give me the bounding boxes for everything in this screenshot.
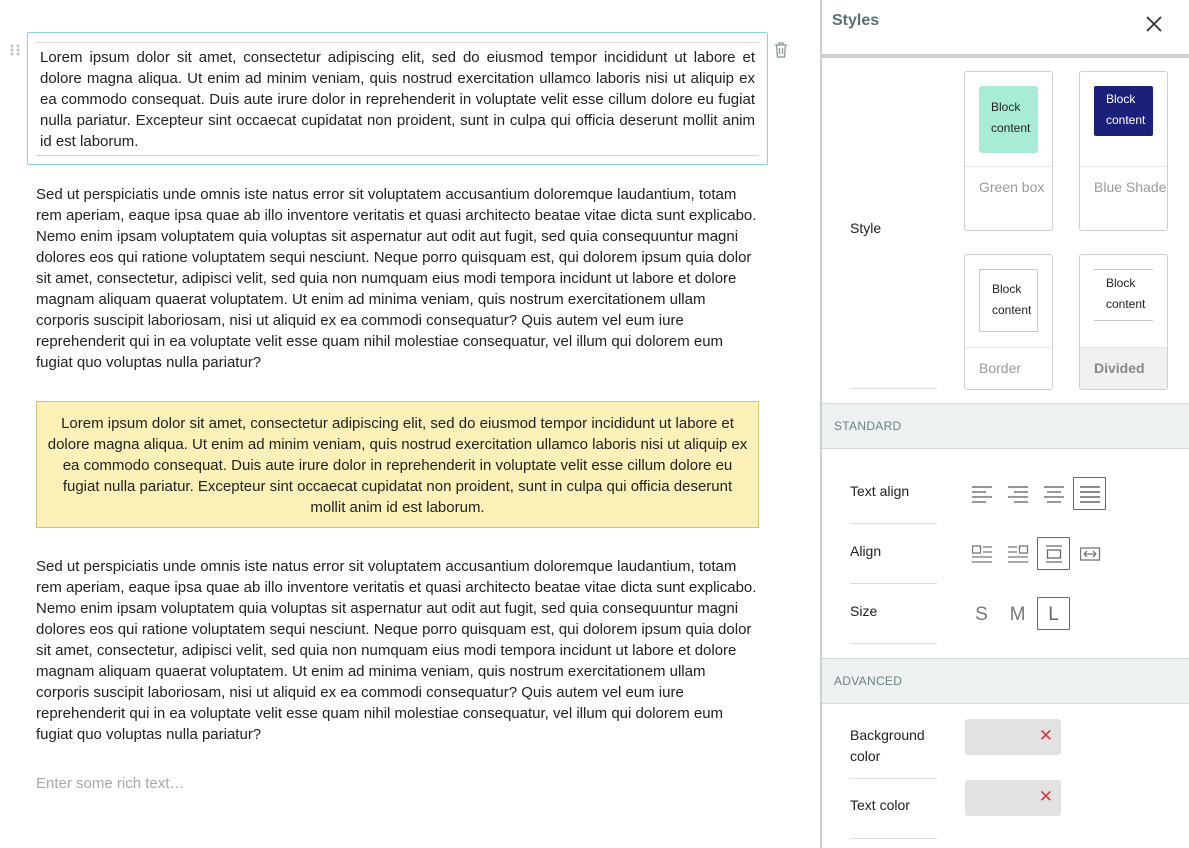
style-preview [1080,255,1167,348]
style-option-label: Green box [979,179,1045,195]
section-advanced-label: ADVANCED [834,674,903,688]
sidebar-header [822,0,1189,58]
style-option-green-box[interactable] [964,71,1053,231]
background-color-divider [850,778,937,779]
style-option-label: Divided [1094,360,1145,376]
section-standard-label: STANDARD [834,419,902,433]
paragraph-1[interactable]: Sed ut perspiciatis unde omnis iste natus error sit voluptatem accusantium doloremque laudantium, totam rem aperiam, eaque ipsa quae ab illo inventore veritatis et quasi architecto beatae vitae dicta sunt explicabo. Nemo enim ipsam voluptatem quia voluptas sit aspernatur aut odit aut fugit, sed quia consequuntur magni dolores eos qui ratione voluptatem sequi nesciunt. Neque porro quisquam est, qui dolorem ipsum quia dolor sit amet, consectetur, adipisci velit, sed quia non numquam eius modi tempora incidunt ut labore et dolore magnam aliquam quaerat voluptatem. Ut enim ad minima veniam, quis nostrum exercitationem ullam corporis suscipit laboriosam, nisi ut aliquid ex ea commodi consequatur? Quis autem vel eum iure reprehenderit qui in ea voluptate velit esse quam nihil molestiae consequatur, vel illum qui dolorem eum fugiat quo voluptas nulla pariatur? [36,186,757,371]
style-option-border[interactable] [964,254,1053,390]
size-large-button[interactable]: L [1037,597,1070,630]
size-label: Size [850,603,878,619]
divider-bottom [36,155,759,156]
full-width-icon [1080,545,1101,563]
float-left-button[interactable] [965,537,998,570]
style-preview [965,72,1052,167]
style-preview [1080,72,1167,167]
selected-block[interactable] [27,32,768,165]
yellow-block[interactable] [36,401,759,528]
align-center-icon [1044,485,1065,503]
styles-sidebar [820,0,1189,848]
style-option-label: Blue Shade [1094,179,1167,195]
align-center-button[interactable] [1037,477,1070,510]
align-right-button[interactable] [1001,477,1034,510]
center-block-icon [1044,545,1065,563]
style-option-divided[interactable] [1079,254,1168,390]
clear-text-color-icon[interactable]: ✕ [1038,787,1053,806]
section-standard[interactable] [822,403,1189,449]
align-center-block-button[interactable] [1037,537,1070,570]
align-divider [850,583,937,584]
close-icon[interactable] [1144,14,1164,34]
style-preview [965,255,1052,348]
background-color-label: Background color [850,727,925,764]
text-color-picker[interactable] [965,780,1061,816]
divided-preview: Block content [1094,269,1153,321]
text-align-divider [850,523,937,524]
blue-shade-preview: Block content [1094,86,1153,136]
trash-icon[interactable] [773,41,789,59]
align-justify-icon [1080,485,1101,503]
rich-text-placeholder[interactable]: Enter some rich text… [36,775,185,792]
align-label: Align [850,543,882,559]
yellow-block-text[interactable]: Lorem ipsum dolor sit amet, consectetur adipiscing elit, sed do eiusmod tempor incididunt ut labore et dolore magna aliqua. Ut enim ad minim veniam, quis nostrud exercitation ullamco laboris nisi ut aliquip ex ea commodo consequat. Duis aute irure dolor in reprehenderit in voluptate velit esse cillum dolore eu fugiat nulla pariatur. Excepteur sint occaecat cupidatat non proident, sunt in culpa qui officia deserunt mollit anim id est laborum. [47,415,748,516]
paragraph-2[interactable]: Sed ut perspiciatis unde omnis iste natus error sit voluptatem accusantium doloremque laudantium, totam rem aperiam, eaque ipsa quae ab illo inventore veritatis et quasi architecto beatae vitae dicta sunt explicabo. Nemo enim ipsam voluptatem quia voluptas sit aspernatur aut odit aut fugit, sed quia consequuntur magni dolores eos qui ratione voluptatem sequi nesciunt. Neque porro quisquam est, qui dolorem ipsum quia dolor sit amet, consectetur, adipisci velit, sed quia non numquam eius modi tempora incidunt ut labore et dolore magnam aliquam quaerat voluptatem. Ut enim ad minima veniam, quis nostrum exercitationem ullam corporis suscipit laboriosam, nisi ut aliquid ex ea commodi consequatur? Quis autem vel eum iure reprehenderit qui in ea voluptate velit esse quam nihil molestiae consequatur, vel illum qui dolorem eum fugiat quo voluptas nulla pariatur? [36,558,757,743]
size-medium-button[interactable]: M [1009,604,1026,625]
style-option-blue-shade[interactable] [1079,71,1168,231]
green-box-preview: Block content [979,86,1038,153]
text-align-label: Text align [850,483,910,499]
align-left-icon [972,485,993,503]
float-left-icon [972,545,993,563]
clear-background-color-icon[interactable]: ✕ [1038,726,1053,745]
style-option-label: Border [979,360,1022,376]
align-justify-button[interactable] [1073,477,1106,510]
align-right-icon [1008,485,1029,503]
align-left-button[interactable] [965,477,998,510]
float-right-icon [1008,545,1029,563]
section-advanced[interactable] [822,658,1189,704]
full-width-button[interactable] [1073,537,1106,570]
text-color-label: Text color [850,797,910,813]
drag-handle-icon[interactable] [9,43,21,57]
text-color-divider [850,838,937,839]
style-field-divider [850,388,937,389]
size-divider [850,643,937,644]
background-color-picker[interactable] [965,719,1061,755]
sidebar-title: Styles [832,12,880,29]
size-small-button[interactable]: S [975,604,988,625]
style-label: Style [850,220,882,236]
divider-top [36,42,759,43]
selected-block-text[interactable]: Lorem ipsum dolor sit amet, consectetur adipiscing elit, sed do eiusmod tempor incididunt ut labore et dolore magna aliqua. Ut enim ad minim veniam, quis nostrud exercitation ullamco laboris nisi ut aliquip ex ea commodo consequat. Duis aute irure dolor in reprehenderit in voluptate velit esse cillum dolore eu fugiat nulla pariatur. Excepteur sint occaecat cupidatat non proident, sunt in culpa qui officia deserunt mollit anim id est laborum. [40,49,755,150]
border-preview: Block content [979,269,1038,332]
float-right-button[interactable] [1001,537,1034,570]
